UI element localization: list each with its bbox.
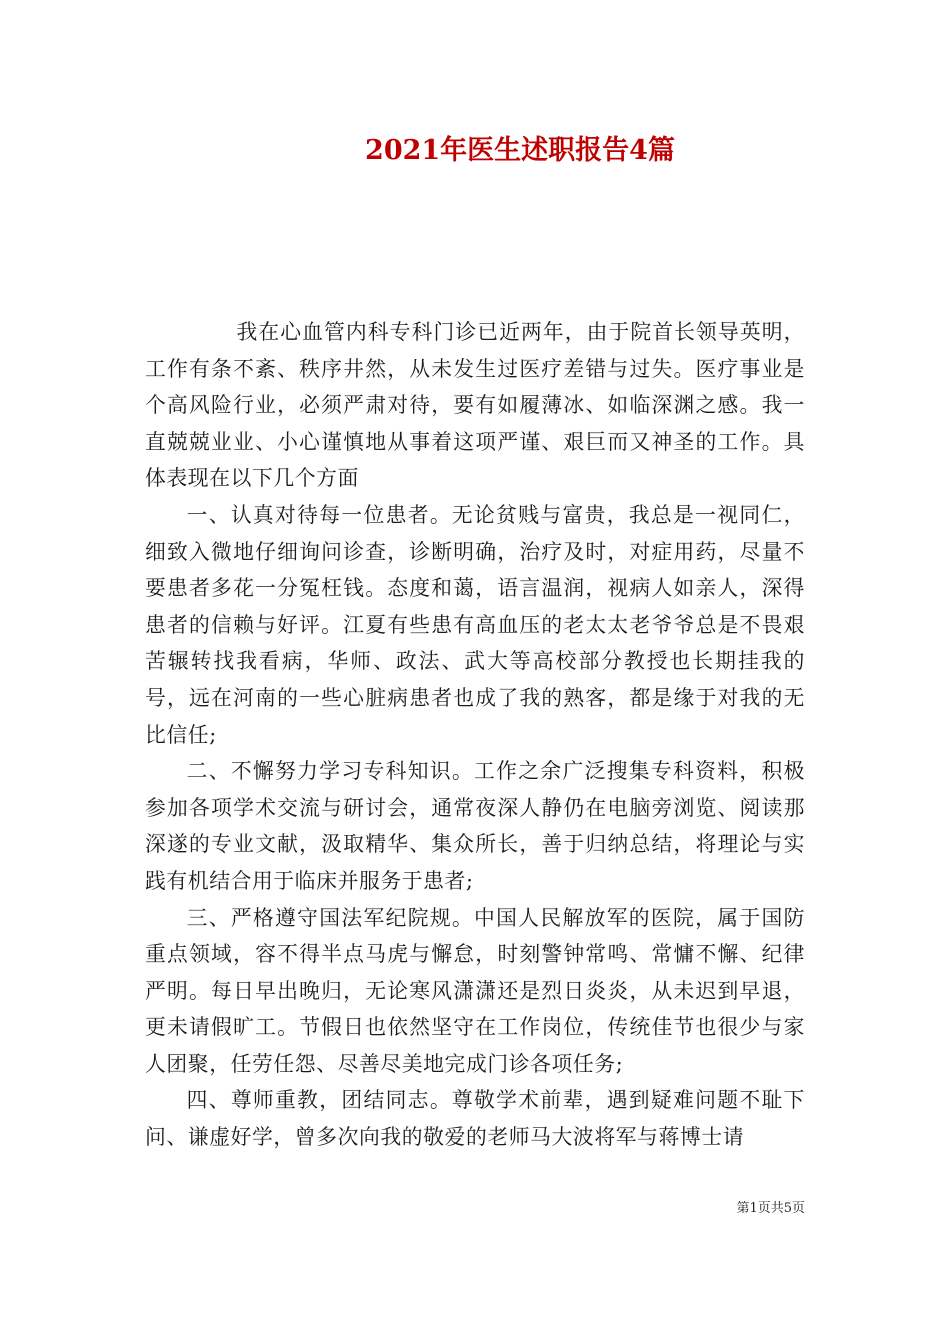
paragraph-point-1: 一、认真对待每一位患者。无论贫贱与富贵，我总是一视同仁，细致入微地仔细询问诊查，诊断明确，治疗及时，对症用药，尽量不要患者多花一分冤枉钱。态度和蔼，语言温润，视病人如亲人，深得患者的信赖与好评。江夏有些患有高血压的老太太老爷爷总是不畏艰苦辗转找我看病，华师、政法、武大等高校部分教授也长期挂我的号，远在河南的一些心脏病患者也成了我的熟客，都是缘于对我的无比信任; bbox=[145, 502, 805, 747]
paragraph-intro: 我在心血管内科专科门诊已近两年，由于院首长领导英明，工作有条不紊、秩序井然，从未发生过医疗差错与过失。医疗事业是个高风险行业，必须严肃对待，要有如履薄冰、如临深渊之感。我一直兢兢业业、小心谨慎地从事着这项严谨、艰巨而又神圣的工作。具体表现在以下几个方面 bbox=[145, 320, 805, 491]
paragraph-point-2: 二、不懈努力学习专科知识。工作之余广泛搜集专科资料，积极参加各项学术交流与研讨会，通常夜深人静仍在电脑旁浏览、阅读那深遂的专业文献，汲取精华、集众所长，善于归纳总结，将理论与实践有机结合用于临床并服务于患者; bbox=[145, 759, 805, 893]
page-number-footer: 第1页共5页 bbox=[736, 1201, 805, 1216]
paragraph-point-4: 四、尊师重教，团结同志。尊敬学术前辈，遇到疑难问题不耻下问、谦虚好学，曾多次向我的敬爱的老师马大波将军与蒋博士请 bbox=[145, 1088, 805, 1150]
document-body bbox=[145, 314, 805, 1156]
document-title: 2021年医生述职报告4篇 bbox=[365, 135, 675, 166]
paragraph-point-3: 三、严格遵守国法军纪院规。中国人民解放军的医院，属于国防重点领域，容不得半点马虎与懈怠，时刻警钟常鸣、常慵不懈、纪律严明。每日早出晚归，无论寒风潇潇还是烈日炎炎，从未迟到早退，更未请假旷工。节假日也依然坚守在工作岗位，传统佳节也很少与家人团聚，任劳任怨、尽善尽美地完成门诊各项任务; bbox=[145, 905, 805, 1076]
